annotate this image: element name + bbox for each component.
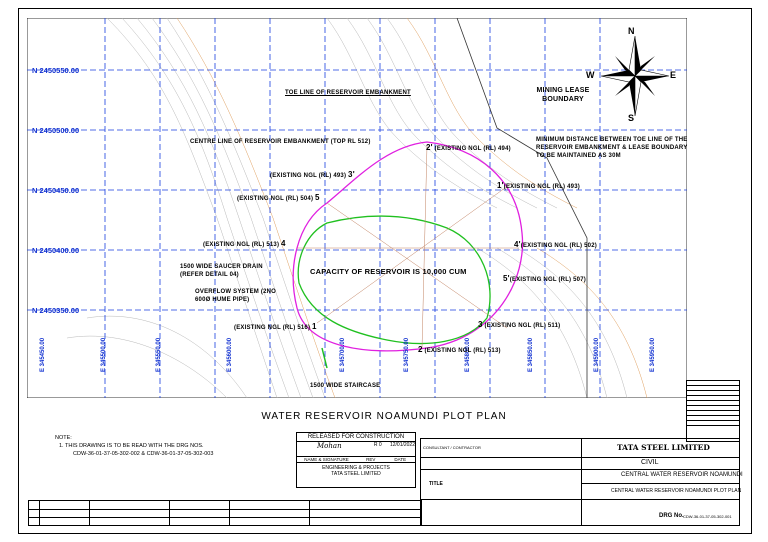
consultant-label: CONSULTANT / CONTRACTOR	[423, 445, 481, 450]
compass-w: W	[586, 70, 595, 80]
stamp-dept: ENGINEERING & PROJECTS	[322, 465, 390, 471]
centre-line-label: CENTRE LINE OF RESERVOIR EMBANKMENT (TOP RL 512)	[190, 139, 371, 145]
point-label: 2' (EXISTING NGL (RL) 494)	[426, 143, 511, 152]
point-label: 5'(EXISTING NGL (RL) 507)	[503, 274, 586, 283]
point-label: (EXISTING NGL (RL) 513) 4	[203, 239, 286, 248]
northing-label: N 2450450.00	[32, 186, 80, 195]
title-label: TITLE	[429, 481, 443, 487]
point-label: 1'(EXISTING NGL (RL) 493)	[497, 181, 580, 190]
compass-n: N	[628, 26, 635, 36]
drawing-name: CENTRAL WATER RESERVOIR NOAMUNDI PLOT PLAN	[611, 488, 742, 494]
drg-no-label: DRG No.	[659, 513, 684, 519]
overflow-label: OVERFLOW SYSTEM (2NO 600Ø HUME PIPE)	[195, 289, 277, 303]
northing-label: N 2450400.00	[32, 246, 80, 255]
mining-lease-label: MINING LEASE BOUNDARY	[536, 87, 590, 103]
easting-label: E 345750.00	[404, 337, 410, 372]
note-line: 1. THIS DRAWING IS TO BE READ WITH THE DRG NOS.	[59, 443, 204, 449]
easting-label: E 345950.00	[650, 337, 656, 372]
easting-label: E 345550.00	[156, 337, 162, 372]
note-block	[55, 434, 213, 458]
company-name: TATA STEEL LIMITED	[617, 443, 710, 452]
stamp-company: TATA STEEL LIMITED	[331, 471, 381, 477]
easting-label: E 345800.00	[465, 337, 471, 372]
stamp-hdr-rev: REV	[366, 457, 376, 462]
northing-label: N 2450500.00	[32, 126, 80, 135]
stamp-date: 12/01/2022	[389, 442, 415, 448]
north-arrow-compass	[595, 24, 675, 124]
point-label: 2 (EXISTING NGL (RL) 513)	[418, 345, 501, 354]
easting-label: E 345700.00	[340, 337, 346, 372]
min-distance-label: MINIMUM DISTANCE BETWEEN TOE LINE OF THE RESERVOIR EMBANKMENT & LEASE BOUNDARY TO BE MAINTAINED AS 30M	[536, 137, 688, 159]
point-label: (EXISTING NGL (RL) 516) 1	[234, 322, 317, 331]
northing-label: N 2450550.00	[32, 66, 80, 75]
compass-e: E	[670, 70, 677, 80]
discipline: CIVIL	[641, 459, 659, 466]
northing-label: N 2450350.00	[32, 306, 80, 315]
staircase-label: 1500 WIDE STAIRCASE	[310, 383, 381, 389]
stamp-hdr-date: DATE	[394, 457, 407, 462]
point-label: 4'(EXISTING NGL (RL) 502)	[514, 240, 597, 249]
easting-label: E 345600.00	[227, 337, 233, 372]
point-label: 3 (EXISTING NGL (RL) 511)	[478, 320, 561, 329]
bottom-revision-strip	[28, 500, 422, 526]
subject: CENTRAL WATER RESERVOIR NOAMUNDI	[621, 472, 743, 478]
drawing-title: WATER RESERVOIR NOAMUNDI PLOT PLAN	[261, 411, 507, 422]
toe-line-label: TOE LINE OF RESERVOIR EMBANKMENT	[285, 90, 411, 96]
saucer-drain-label: 1500 WIDE SAUCER DRAIN (REFER DETAIL 04)	[180, 264, 263, 278]
title-block	[420, 438, 743, 526]
note-heading: NOTE:	[55, 435, 72, 441]
note-line: CDW-36-01-37-05-302-002 & CDW-36-01-37-05-302-003	[73, 451, 214, 457]
point-label: (EXISTING NGL (RL) 504) 5	[237, 193, 320, 202]
easting-label: E 345500.00	[101, 337, 107, 372]
capacity-label: CAPACITY OF RESERVOIR IS 10,000 CUM	[310, 267, 467, 276]
drg-no: CDW-36-01-37-05-302-001	[683, 514, 732, 519]
stamp-rev: R 0	[373, 442, 382, 448]
easting-label: E 345900.00	[594, 337, 600, 372]
stamp-hdr-name: NAME & SIGNATURE	[304, 457, 349, 462]
easting-label: E 345850.00	[528, 337, 534, 372]
release-stamp	[296, 432, 416, 488]
point-label: (EXISTING NGL (RL) 493) 3'	[270, 170, 355, 179]
easting-label: E 345450.00	[40, 337, 46, 372]
stamp-signature: Mohan	[317, 442, 342, 450]
compass-s: S	[628, 113, 635, 123]
stamp-title: RELEASED FOR CONSTRUCTION	[297, 433, 415, 442]
